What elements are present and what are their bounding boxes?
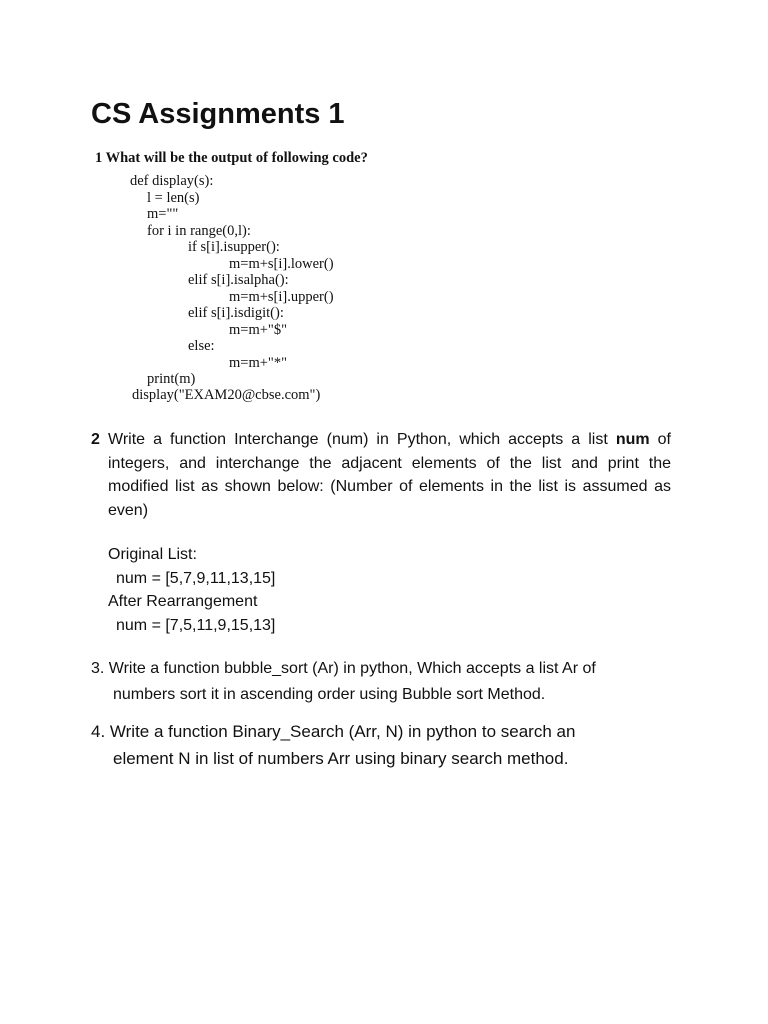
after-rearrangement-label: After Rearrangement [108,593,258,610]
question-2-text: Write a function Interchange (num) in Python, which accepts a list num of integers, and interchange the adjacent elements of the list and print the modified list as shown below: (Number of elements in the list is assumed as even) [108,431,671,519]
question-2 [91,428,671,522]
code-line: m=m+s[i].lower() [229,256,334,272]
code-line: def display(s): [130,173,214,189]
code-line: print(m) [147,371,196,387]
code-line: elif s[i].isalpha(): [188,272,289,288]
code-line: m=m+"*" [229,355,287,371]
code-line: m=m+s[i].upper() [229,289,334,305]
code-line: if s[i].isupper(): [188,239,280,255]
code-line: m="" [147,206,179,222]
code-line: for i in range(0,l): [147,223,251,239]
code-line: display("EXAM20@cbse.com") [132,387,321,403]
after-rearrangement-value: num = [7,5,11,9,15,13] [116,616,276,634]
page-title: CS Assignments 1 [91,98,345,130]
question-4 [91,718,691,772]
original-list-label: Original List: [108,546,197,563]
question-2-example [108,543,275,637]
code-line: elif s[i].isdigit(): [188,305,284,321]
question-3 [91,656,691,708]
question-2-number: 2 [91,431,100,448]
question-4-line: 4. Write a function Binary_Search (Arr, N) in python to search an [91,722,576,741]
question-3-line: numbers sort it in ascending order using Bubble sort Method. [113,686,546,703]
code-line: l = len(s) [147,190,200,206]
original-list-value: num = [5,7,9,11,13,15] [116,569,276,587]
emphasis-num: num [615,431,650,448]
code-line: else: [188,338,215,354]
question-3-line: 3. Write a function bubble_sort (Ar) in python, Which accepts a list Ar of [91,660,596,677]
question-1-heading: 1 What will be the output of following code? [95,150,368,166]
code-line: m=m+"$" [229,322,287,338]
question-4-line: element N in list of numbers Arr using binary search method. [113,749,569,768]
